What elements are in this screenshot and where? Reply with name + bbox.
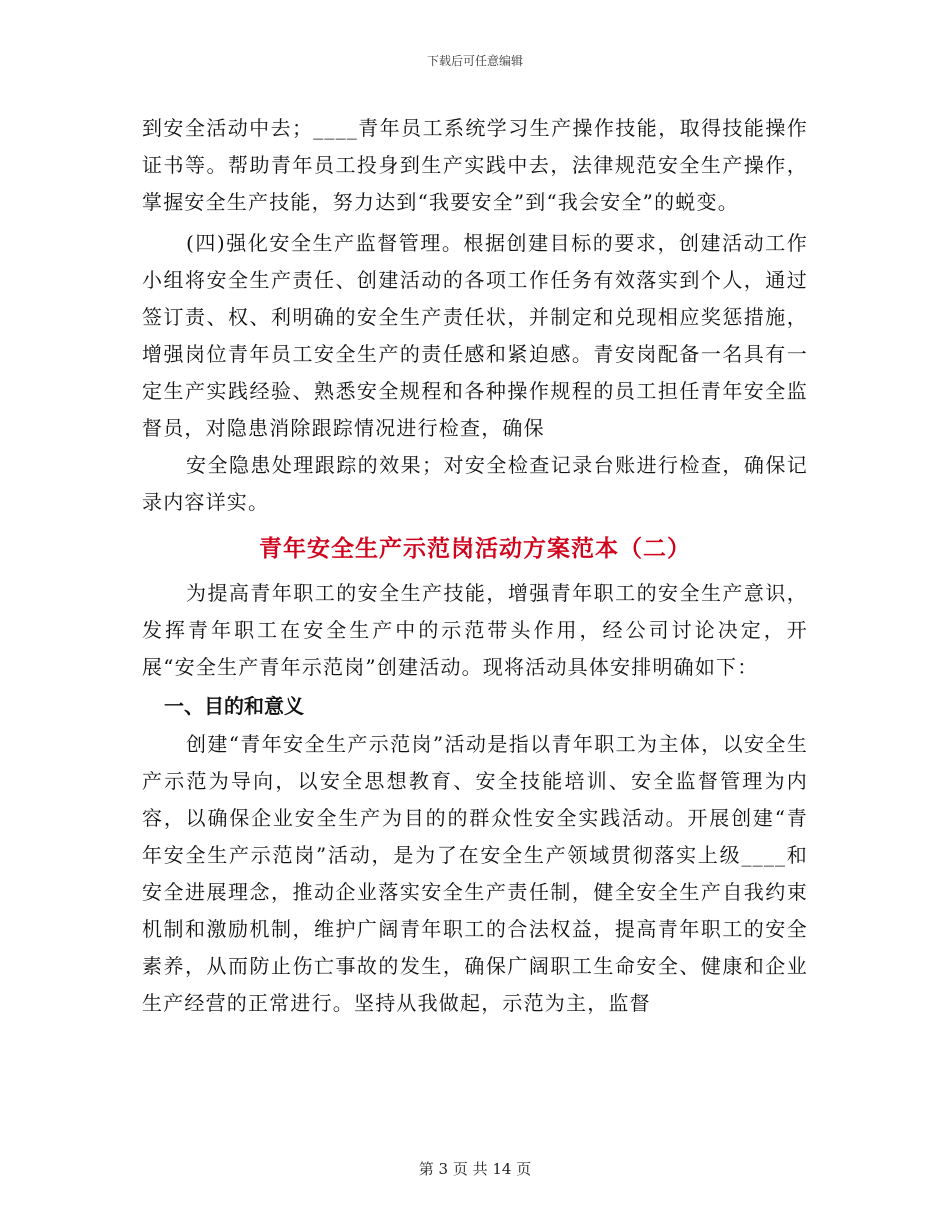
heading-purpose: 一、目的和意义 bbox=[164, 694, 304, 718]
paragraph-1: 到安全活动中去；____青年员工系统学习生产操作技能，取得技能操作证书等。帮助青年员工投身到生产实践中去，法律规范安全生产操作，掌握安全生产技能，努力达到“我要安全”到“我会安全”的蜕变。 bbox=[142, 116, 808, 214]
paragraph-4: 为提高青年职工的安全生产技能，增强青年职工的安全生产意识，发挥青年职工在安全生产中的示范带头作用，经公司讨论决定，开展“安全生产青年示范岗”创建活动。现将活动具体安排明确如下： bbox=[142, 581, 808, 679]
section-title: 青年安全生产示范岗活动方案范本（二） bbox=[259, 535, 691, 562]
paragraph-2: (四)强化安全生产监督管理。根据创建目标的要求，创建活动工作小组将安全生产责任、创建活动的各项工作任务有效落实到个人，通过签订责、权、利明确的安全生产责任状，并制定和兑现相应奖惩措施，增强岗位青年员工安全生产的责任感和紧迫感。青安岗配备一名具有一定生产实践经验、熟悉安全规程和各种操作规程的员工担任青年安全监督员，对隐患消除跟踪情况进行检查，确保 bbox=[142, 231, 808, 440]
paragraph-5: 创建“青年安全生产示范岗”活动是指以青年职工为主体，以安全生产示范为导向，以安全思想教育、安全技能培训、安全监督管理为内容，以确保企业安全生产为目的的群众性安全实践活动。开展创建“青年安全生产示范岗”活动，是为了在安全生产领域贯彻落实上级____和安全进展理念，推动企业落实安全生产责任制，健全安全生产自我约束机制和激励机制，维护广阔青年职工的合法权益，提高青年职工的安全素养，从而防止伤亡事故的发生，确保广阔职工生命安全、健康和企业生产经营的正常进行。坚持从我做起，示范为主，监督 bbox=[142, 732, 808, 1015]
paragraph-3: 安全隐患处理跟踪的效果；对安全检查记录台账进行检查，确保记录内容详实。 bbox=[142, 453, 808, 514]
page-footer: 第 3 页 共 14 页 bbox=[418, 1160, 532, 1178]
document-body bbox=[142, 110, 808, 1022]
page-header: 下载后可任意编辑 bbox=[426, 54, 523, 68]
